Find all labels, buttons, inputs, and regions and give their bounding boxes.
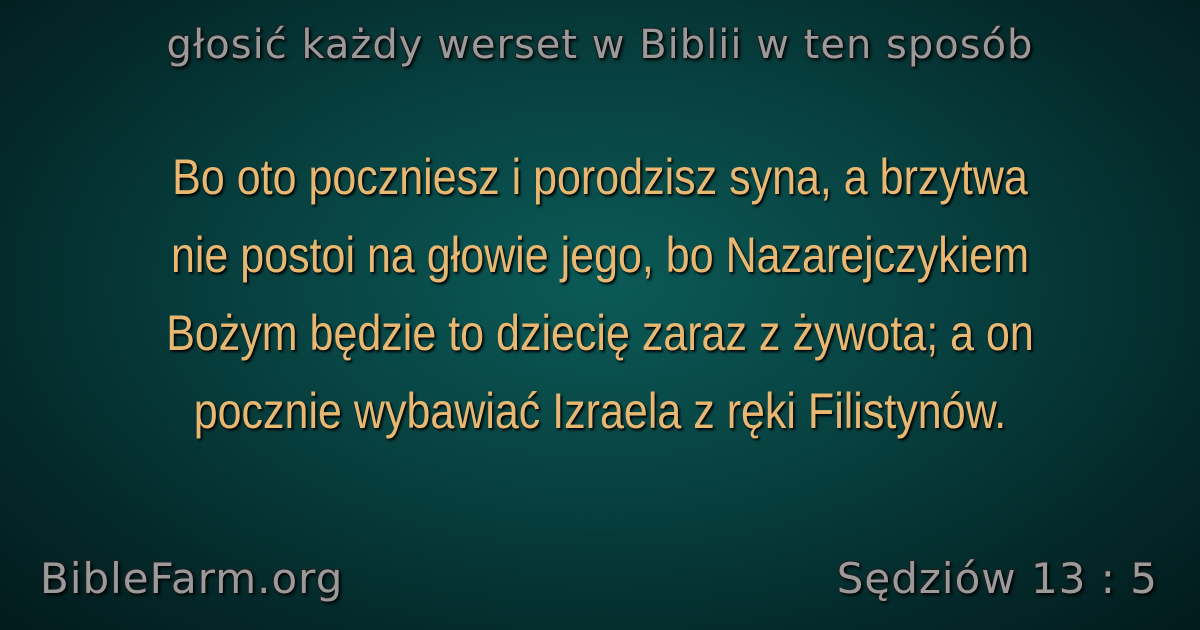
verse-text [118,138,1081,450]
site-name: BibleFarm.org [40,554,344,603]
tagline: głosić każdy werset w Biblii w ten sposób [166,22,1034,68]
verse-line: Bo oto poczniesz i porodzisz syna, a brzytwa [172,149,1028,205]
verse-reference: Sędziów 13 : 5 [836,554,1158,603]
verse-line: pocznie wybawiać Izraela z ręki Filistynów. [193,383,1007,439]
verse-line: nie postoi na głowie jego, bo Nazarejczykiem [170,227,1030,283]
verse-line: Bożym będzie to dziecię zaraz z żywota; a on [166,305,1034,361]
